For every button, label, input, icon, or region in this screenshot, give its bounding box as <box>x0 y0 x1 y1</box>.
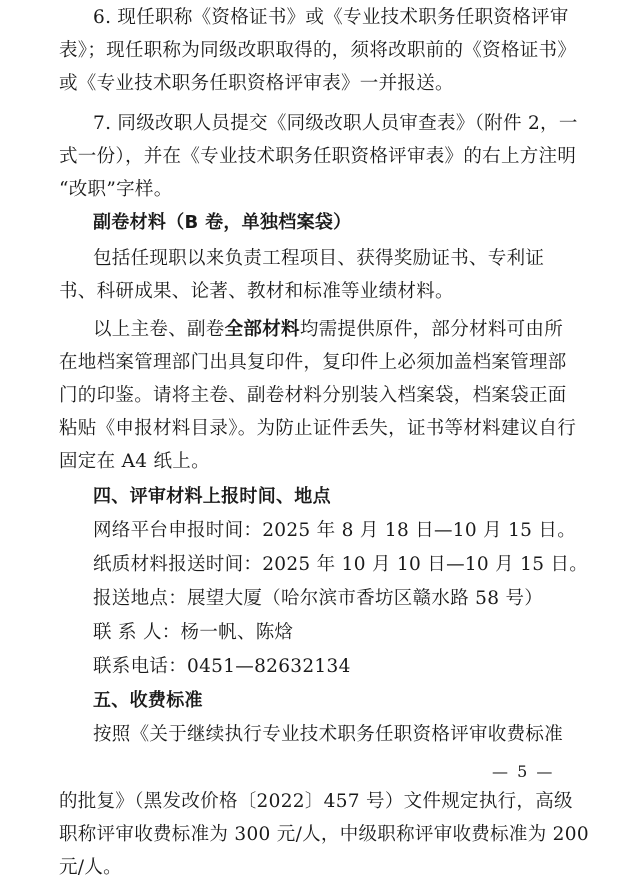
section-five-heading: 五、收费标准 <box>93 690 203 711</box>
originals-paragraph-line-4: 粘贴《申报材料目录》。为防止证件丢失，证书等材料建议自行 <box>59 418 577 439</box>
originals-paragraph-line-3: 门的印鉴。请将主卷、副卷材料分别装入档案袋，档案袋正面 <box>59 385 567 406</box>
secondary-volume-line-1: 包括任现职以来负责工程项目、获得奖励证书、专利证 <box>93 248 545 269</box>
fee-paragraph-line-1: 按照《关于继续执行专业技术职务任职资格评审收费标准 <box>93 724 564 745</box>
originals-paragraph-line-1 <box>93 318 563 342</box>
paper-submission-time: 纸质材料报送时间：2025 年 10 月 10 日—10 月 15 日。 <box>93 554 589 575</box>
originals-text-end: 均需提供原件，部分材料可由所 <box>299 319 564 340</box>
paragraph-7-line-3: “改职”字样。 <box>59 179 173 200</box>
paragraph-7-line-1: 7. 同级改职人员提交《同级改职人员审查表》（附件 2，一 <box>93 113 578 134</box>
paragraph-6-line-2: 表》；现任职称为同级改职取得的，须将改职前的《资格证书》 <box>59 40 577 61</box>
section-four-heading: 四、评审材料上报时间、地点 <box>93 486 331 507</box>
online-submission-time: 网络平台申报时间：2025 年 8 月 18 日—10 月 15 日。 <box>93 520 577 541</box>
fee-paragraph-line-2: 的批复》（黑发改价格〔2022〕457 号）文件规定执行，高级 <box>59 791 573 812</box>
fee-paragraph-line-4: 元/人。 <box>59 857 122 878</box>
page-number: — 5 — <box>492 762 555 781</box>
paragraph-6-line-1: 6. 现任职称《资格证书》或《专业技术职务任职资格评审 <box>93 7 569 28</box>
secondary-volume-line-2: 书、科研成果、论著、教材和标准等业绩材料。 <box>59 281 454 302</box>
originals-paragraph-line-5: 固定在 A4 纸上。 <box>59 451 210 472</box>
submission-location: 报送地点：展望大厦（哈尔滨市香坊区赣水路 58 号） <box>93 588 544 609</box>
originals-text-start: 以上主卷、副卷 <box>93 319 225 340</box>
contact-persons: 联 系 人：杨一帆、陈焓 <box>93 622 294 643</box>
originals-paragraph-line-2: 在地档案管理部门出具复印件，复印件上必须加盖档案管理部 <box>59 352 567 373</box>
all-materials-emphasis: 全部材料 <box>224 319 300 340</box>
fee-paragraph-line-3: 职称评审收费标准为 300 元/人，中级职称评审收费标准为 200 <box>59 824 589 845</box>
contact-phone: 联系电话：0451—82632134 <box>93 656 351 677</box>
secondary-volume-heading: 副卷材料（B 卷，单独档案袋） <box>93 212 352 233</box>
paragraph-6-line-3: 或《专业技术职务任职资格评审表》一并报送。 <box>59 73 454 94</box>
paragraph-7-line-2: 式一份），并在《专业技术职务任职资格评审表》的右上方注明 <box>59 146 577 167</box>
